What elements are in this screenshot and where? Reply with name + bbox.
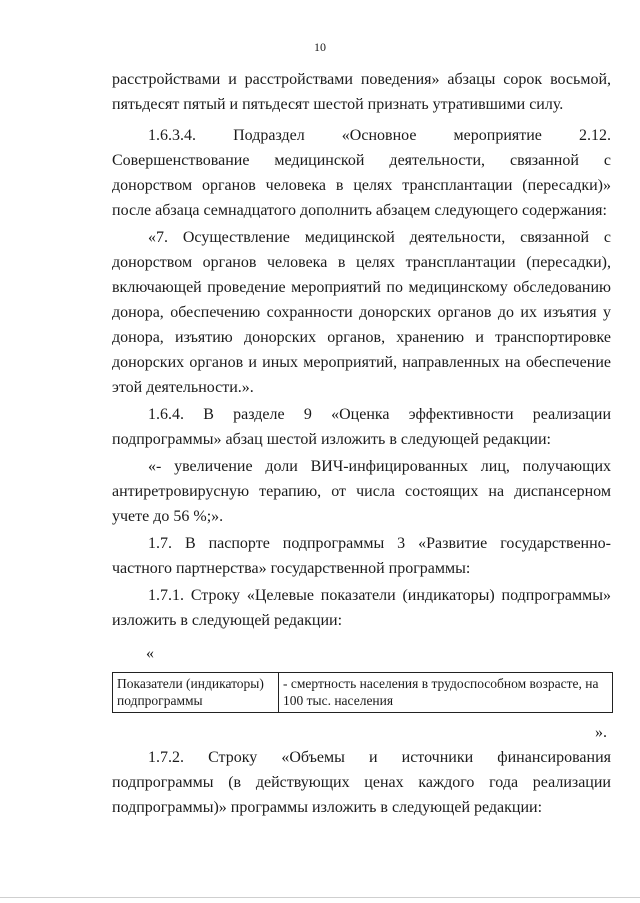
page-bottom-divider [0,897,640,898]
table-cell-value: - смертность населения в трудоспособном возрасте, на 100 тыс. населения [279,673,613,713]
paragraph-1-6-4: 1.6.4. В разделе 9 «Оценка эффективности реализации подпрограммы» абзац шестой изложить в следующей редакции: [112,406,611,448]
quote-open-mark: « [146,645,154,662]
paragraph-1-7-2: 1.7.2. Строку «Объемы и источники финансирования подпрограммы (в действующих ценах каждого года реализации подпрограммы)» программы изложить в следующей редакции: [112,749,611,816]
table-row [113,673,613,713]
paragraph-continuation: расстройствами и расстройствами поведения» абзацы сорок восьмой, пятьдесят пятый и пятьдесят шестой признать утратившими силу. [112,71,611,113]
document-body [112,67,611,820]
paragraph-hiv-indicator: «- увеличение доли ВИЧ-инфицированных лиц, получающих антиретровирусную терапию, от числа состоящих на диспансерном учете до 56 %;». [112,458,611,525]
paragraph-1-7-1: 1.7.1. Строку «Целевые показатели (индикаторы) подпрограммы» изложить в следующей редакции: [112,587,611,629]
paragraph-1-7: 1.7. В паспорте подпрограммы 3 «Развитие государственно-частного партнерства» государственной программы: [112,535,611,577]
indicators-table [112,672,613,713]
paragraph-quoted-item-7: «7. Осуществление медицинской деятельности, связанной с донорством органов человека в целях трансплантации (пересадки), включающей проведение мероприятий по медицинскому обследованию донора, обеспечению сохранности донорских органов до их изъятия у донора, изъятию донорских органов, хранению и транспортировке донорских органов и иных мероприятий, направленных на обеспечение этой деятельности.». [112,229,611,396]
page-number: 10 [314,40,326,54]
table-cell-label: Показатели (индикаторы) подпрограммы [113,673,279,713]
paragraph-1-6-3-4: 1.6.3.4. Подраздел «Основное мероприятие 2.12. Совершенствование медицинской деятельности, связанной с донорством органов человека в целях трансплантации (пересадки)» после абзаца семнадцатого дополнить абзацем следующего содержания: [112,127,611,219]
quote-close-mark: ». [595,724,607,741]
